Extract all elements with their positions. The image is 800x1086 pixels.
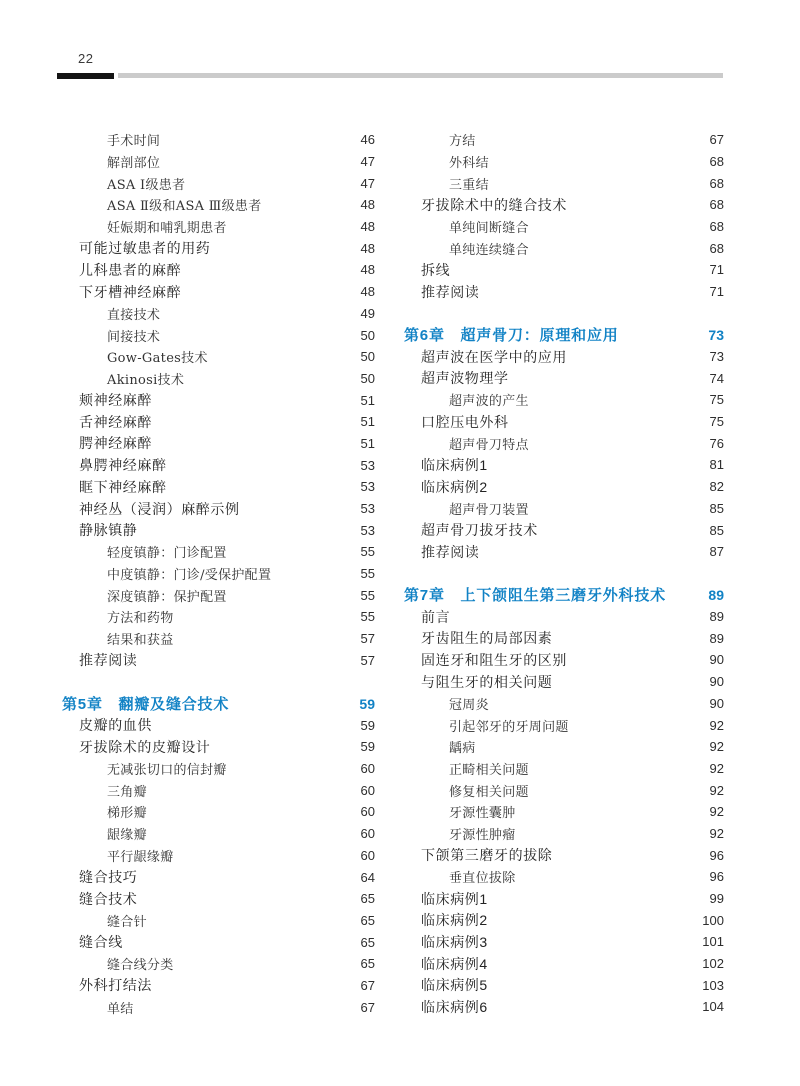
toc-entry-row bbox=[404, 996, 724, 1018]
toc-entry-label: 可能过敏患者的用药 bbox=[79, 240, 211, 257]
toc-entry-page: 92 bbox=[709, 782, 724, 798]
toc-entry-row bbox=[404, 866, 724, 888]
toc-entry-row bbox=[404, 844, 724, 866]
toc-entry-row bbox=[404, 649, 724, 671]
toc-entry-row bbox=[62, 237, 375, 259]
toc-entry-label: ASA Ⅱ级和ASA Ⅲ级患者 bbox=[107, 199, 262, 215]
toc-entry-page: 73 bbox=[709, 349, 724, 365]
toc-entry-row bbox=[404, 736, 724, 758]
toc-entry-label: 单纯间断缝合 bbox=[449, 221, 529, 237]
toc-entry-row bbox=[62, 714, 375, 736]
toc-entry-label: 颊神经麻醉 bbox=[79, 392, 152, 409]
toc-entry-label: 临床病例6 bbox=[421, 998, 488, 1015]
toc-entry-row bbox=[62, 888, 375, 910]
toc-entry-page: 90 bbox=[709, 652, 724, 668]
toc-entry-page: 50 bbox=[360, 370, 375, 386]
toc-entry-row bbox=[62, 519, 375, 541]
toc-entry-label: 牙齿阻生的局部因素 bbox=[421, 630, 553, 647]
toc-entry-row bbox=[404, 411, 724, 433]
toc-entry-row bbox=[404, 389, 724, 411]
toc-entry-label: 缝合针 bbox=[107, 914, 147, 930]
toc-entry-label: 正畸相关问题 bbox=[449, 762, 529, 778]
toc-entry-label: 儿科患者的麻醉 bbox=[79, 261, 182, 278]
chapter-heading-page: 89 bbox=[708, 586, 724, 603]
toc-entry-page: 55 bbox=[360, 587, 375, 603]
toc-entry-label: 临床病例3 bbox=[421, 933, 488, 950]
toc-entry-page: 50 bbox=[360, 349, 375, 365]
toc-entry-row bbox=[62, 996, 375, 1018]
toc-entry-row bbox=[62, 411, 375, 433]
toc-entry-row bbox=[62, 454, 375, 476]
toc-entry-label: 牙拔除术中的缝合技术 bbox=[421, 196, 567, 213]
toc-entry-page: 102 bbox=[702, 956, 724, 972]
toc-entry-page: 51 bbox=[360, 392, 375, 408]
toc-entry-label: 下牙槽神经麻醉 bbox=[79, 283, 182, 300]
toc-entry-label: 与阻生牙的相关问题 bbox=[421, 673, 553, 690]
toc-entry-page: 89 bbox=[709, 630, 724, 646]
toc-entry-label: 眶下神经麻醉 bbox=[79, 478, 167, 495]
toc-entry-page: 71 bbox=[709, 262, 724, 278]
toc-entry-label: 结果和获益 bbox=[107, 633, 174, 649]
toc-entry-page: 55 bbox=[360, 609, 375, 625]
toc-entry-label: 鼻腭神经麻醉 bbox=[79, 457, 167, 474]
chapter-heading-label: 第6章 超声骨刀：原理和应用 bbox=[404, 327, 619, 345]
page-number: 22 bbox=[78, 51, 94, 66]
toc-entry-page: 60 bbox=[360, 847, 375, 863]
toc-entry-page: 74 bbox=[709, 370, 724, 386]
toc-entry-page: 75 bbox=[709, 392, 724, 408]
toc-entry-label: 中度镇静：门诊/受保护配置 bbox=[107, 568, 272, 584]
toc-entry-page: 55 bbox=[360, 544, 375, 560]
toc-entry-row bbox=[62, 975, 375, 997]
toc-entry-page: 104 bbox=[702, 999, 724, 1015]
chapter-heading-row bbox=[62, 693, 375, 715]
toc-entry-row bbox=[62, 259, 375, 281]
toc-entry-label: 缝合技巧 bbox=[79, 869, 138, 886]
toc-entry-row bbox=[404, 909, 724, 931]
toc-entry-page: 89 bbox=[709, 609, 724, 625]
toc-entry-label: 牙源性囊肿 bbox=[449, 806, 516, 822]
toc-entry-label: 牙拔除术的皮瓣设计 bbox=[79, 738, 211, 755]
toc-entry-page: 76 bbox=[709, 435, 724, 451]
toc-entry-page: 67 bbox=[360, 999, 375, 1015]
toc-entry-label: 超声骨刀特点 bbox=[449, 437, 529, 453]
toc-entry-row bbox=[62, 498, 375, 520]
toc-entry-label: 超声骨刀拔牙技术 bbox=[421, 522, 538, 539]
toc-entry-page: 46 bbox=[360, 132, 375, 148]
toc-entry-row bbox=[404, 237, 724, 259]
toc-entry-row bbox=[62, 758, 375, 780]
toc-right-column bbox=[404, 129, 724, 1018]
toc-entry-label: 腭神经麻醉 bbox=[79, 435, 152, 452]
toc-entry-page: 68 bbox=[709, 154, 724, 170]
toc-entry-page: 71 bbox=[709, 284, 724, 300]
toc-entry-page: 48 bbox=[360, 240, 375, 256]
toc-entry-page: 53 bbox=[360, 479, 375, 495]
toc-entry-row bbox=[404, 801, 724, 823]
chapter-heading-label: 第7章 上下颌阻生第三磨牙外科技术 bbox=[404, 587, 666, 605]
toc-entry-page: 92 bbox=[709, 760, 724, 776]
toc-entry-label: 静脉镇静 bbox=[79, 522, 138, 539]
toc-entry-label: 临床病例2 bbox=[421, 478, 488, 495]
toc-entry-page: 60 bbox=[360, 804, 375, 820]
toc-entry-page: 59 bbox=[360, 717, 375, 733]
toc-entry-page: 67 bbox=[709, 132, 724, 148]
toc-entry-row bbox=[62, 931, 375, 953]
toc-entry-page: 65 bbox=[360, 956, 375, 972]
toc-entry-row bbox=[62, 845, 375, 867]
toc-entry-page: 103 bbox=[702, 977, 724, 993]
toc-entry-page: 82 bbox=[709, 479, 724, 495]
toc-entry-label: 临床病例1 bbox=[421, 890, 488, 907]
chapter-heading-label: 第5章 翻瓣及缝合技术 bbox=[62, 696, 230, 714]
toc-entry-row bbox=[62, 823, 375, 845]
toc-entry-label: 推荐阅读 bbox=[79, 652, 138, 669]
toc-entry-page: 57 bbox=[360, 652, 375, 668]
toc-entry-label: 推荐阅读 bbox=[421, 543, 480, 560]
toc-entry-label: 龋病 bbox=[449, 741, 476, 757]
toc-entry-page: 47 bbox=[360, 154, 375, 170]
toc-entry-row bbox=[62, 194, 375, 216]
toc-entry-page: 64 bbox=[360, 869, 375, 885]
toc-entry-row bbox=[62, 303, 375, 325]
toc-entry-row bbox=[62, 584, 375, 606]
toc-entry-page: 65 bbox=[360, 912, 375, 928]
toc-left-column bbox=[62, 129, 375, 1018]
toc-entry-label: 临床病例1 bbox=[421, 456, 488, 473]
toc-entry-page: 68 bbox=[709, 175, 724, 191]
toc-entry-label: 单纯连续缝合 bbox=[449, 242, 529, 258]
toc-entry-row bbox=[404, 541, 724, 563]
toc-entry-page: 48 bbox=[360, 262, 375, 278]
toc-entry-row bbox=[62, 628, 375, 650]
toc-entry-page: 60 bbox=[360, 782, 375, 798]
toc-entry-row bbox=[62, 281, 375, 303]
toc-entry-page: 53 bbox=[360, 457, 375, 473]
toc-entry-label: 前言 bbox=[421, 608, 451, 625]
toc-entry-row bbox=[404, 953, 724, 975]
toc-entry-page: 65 bbox=[360, 891, 375, 907]
toc-entry-label: 直接技术 bbox=[107, 307, 161, 323]
toc-entry-row bbox=[404, 346, 724, 368]
toc-entry-page: 100 bbox=[702, 912, 724, 928]
toc-entry-label: 妊娠期和哺乳期患者 bbox=[107, 221, 227, 237]
toc-entry-page: 96 bbox=[709, 869, 724, 885]
toc-entry-row bbox=[62, 650, 375, 672]
toc-entry-row bbox=[404, 888, 724, 910]
toc-entry-label: 缝合线分类 bbox=[107, 958, 174, 974]
toc-entry-label: 超声波的产生 bbox=[449, 394, 529, 410]
toc-entry-label: 神经丛（浸润）麻醉示例 bbox=[79, 500, 240, 517]
toc-entry-row bbox=[404, 606, 724, 628]
toc-entry-page: 55 bbox=[360, 566, 375, 582]
toc-entry-label: 方结 bbox=[449, 134, 476, 150]
toc-entry-page: 48 bbox=[360, 197, 375, 213]
toc-entry-label: 无减张切口的信封瓣 bbox=[107, 763, 227, 779]
toc-entry-label: 轻度镇静：门诊配置 bbox=[107, 546, 227, 562]
toc-entry-page: 87 bbox=[709, 544, 724, 560]
toc-entry-page: 47 bbox=[360, 175, 375, 191]
toc-entry-label: 修复相关问题 bbox=[449, 784, 529, 800]
toc-entry-page: 48 bbox=[360, 284, 375, 300]
toc-entry-label: 三角瓣 bbox=[107, 784, 147, 800]
toc-entry-row bbox=[62, 151, 375, 173]
toc-entry-row bbox=[404, 758, 724, 780]
toc-entry-label: 临床病例2 bbox=[421, 912, 488, 929]
toc-entry-row bbox=[404, 281, 724, 303]
toc-entry-row bbox=[62, 216, 375, 238]
toc-entry-label: 拆线 bbox=[421, 261, 451, 278]
toc-entry-row bbox=[62, 476, 375, 498]
toc-entry-label: 手术时间 bbox=[107, 134, 161, 150]
toc-entry-row bbox=[62, 910, 375, 932]
toc-entry-label: 超声波物理学 bbox=[421, 370, 509, 387]
toc-entry-row bbox=[404, 671, 724, 693]
toc-entry-row bbox=[404, 367, 724, 389]
toc-entry-label: 固连牙和阻生牙的区别 bbox=[421, 651, 567, 668]
toc-entry-page: 65 bbox=[360, 934, 375, 950]
toc-entry-row bbox=[62, 866, 375, 888]
toc-entry-label: 外科结 bbox=[449, 156, 489, 172]
toc-entry-label: 缝合线 bbox=[79, 934, 123, 951]
toc-entry-page: 68 bbox=[709, 240, 724, 256]
toc-entry-page: 59 bbox=[360, 739, 375, 755]
toc-entry-page: 60 bbox=[360, 761, 375, 777]
toc-entry-page: 51 bbox=[360, 414, 375, 430]
toc-entry-label: 解剖部位 bbox=[107, 156, 161, 172]
toc-entry-row bbox=[62, 953, 375, 975]
toc-entry-page: 101 bbox=[702, 934, 724, 950]
toc-entry-label: 舌神经麻醉 bbox=[79, 413, 152, 430]
toc-entry-row bbox=[404, 259, 724, 281]
toc-entry-row bbox=[404, 931, 724, 953]
toc-entry-label: 平行龈缘瓣 bbox=[107, 849, 174, 865]
toc-entry-label: Gow-Gates技术 bbox=[107, 351, 208, 367]
toc-entry-page: 85 bbox=[709, 500, 724, 516]
toc-entry-row bbox=[62, 129, 375, 151]
toc-entry-page: 92 bbox=[709, 825, 724, 841]
toc-entry-page: 60 bbox=[360, 826, 375, 842]
toc-entry-page: 96 bbox=[709, 847, 724, 863]
toc-entry-page: 53 bbox=[360, 501, 375, 517]
toc-entry-page: 48 bbox=[360, 219, 375, 235]
toc-entry-row bbox=[404, 714, 724, 736]
toc-entry-page: 85 bbox=[709, 522, 724, 538]
toc-entry-row bbox=[404, 432, 724, 454]
toc-entry-row bbox=[404, 519, 724, 541]
toc-entry-row bbox=[404, 172, 724, 194]
toc-entry-row bbox=[62, 368, 375, 390]
toc-entry-row bbox=[62, 541, 375, 563]
toc-entry-page: 90 bbox=[709, 674, 724, 690]
toc-entry-label: 引起邻牙的牙周问题 bbox=[449, 719, 569, 735]
toc-entry-label: 超声波在医学中的应用 bbox=[421, 348, 567, 365]
toc-entry-label: 垂直位拔除 bbox=[449, 871, 516, 887]
toc-entry-row bbox=[404, 216, 724, 238]
toc-entry-label: 推荐阅读 bbox=[421, 283, 480, 300]
toc-entry-label: 缝合技术 bbox=[79, 890, 138, 907]
toc-entry-row bbox=[404, 454, 724, 476]
toc-entry-label: 方法和药物 bbox=[107, 611, 174, 627]
toc-entry-row bbox=[404, 476, 724, 498]
toc-entry-label: 单结 bbox=[107, 1001, 134, 1017]
header-black-bar bbox=[57, 73, 114, 79]
toc-entry-page: 99 bbox=[709, 891, 724, 907]
toc-entry-label: 梯形瓣 bbox=[107, 806, 147, 822]
toc-entry-label: 深度镇静：保护配置 bbox=[107, 589, 227, 605]
toc-entry-row bbox=[62, 324, 375, 346]
chapter-heading-page: 73 bbox=[708, 326, 724, 343]
toc-entry-row bbox=[404, 129, 724, 151]
toc-entry-label: 冠周炎 bbox=[449, 697, 489, 713]
header-gray-rule bbox=[118, 73, 723, 78]
toc-entry-row bbox=[62, 563, 375, 585]
toc-entry-page: 68 bbox=[709, 219, 724, 235]
toc-entry-row bbox=[62, 346, 375, 368]
toc-entry-row bbox=[404, 194, 724, 216]
toc-entry-page: 50 bbox=[360, 327, 375, 343]
toc-entry-page: 92 bbox=[709, 739, 724, 755]
toc-entry-page: 51 bbox=[360, 435, 375, 451]
toc-entry-page: 67 bbox=[360, 977, 375, 993]
toc-entry-page: 90 bbox=[709, 695, 724, 711]
toc-entry-page: 57 bbox=[360, 631, 375, 647]
toc-entry-row bbox=[404, 779, 724, 801]
toc-entry-label: 牙源性肿瘤 bbox=[449, 827, 516, 843]
chapter-heading-row bbox=[404, 324, 724, 346]
toc-entry-row bbox=[404, 151, 724, 173]
toc-entry-row bbox=[62, 801, 375, 823]
toc-entry-label: ASA Ⅰ级患者 bbox=[107, 177, 186, 193]
toc-entry-row bbox=[62, 433, 375, 455]
toc-entry-row bbox=[404, 823, 724, 845]
toc-entry-row bbox=[62, 736, 375, 758]
toc-entry-page: 92 bbox=[709, 717, 724, 733]
toc-entry-label: 龈缘瓣 bbox=[107, 828, 147, 844]
toc-entry-row bbox=[404, 498, 724, 520]
toc-entry-label: 超声骨刀装置 bbox=[449, 502, 529, 518]
toc-entry-row bbox=[404, 974, 724, 996]
toc-entry-label: 三重结 bbox=[449, 177, 489, 193]
toc-entry-row bbox=[62, 779, 375, 801]
toc-entry-label: 外科打结法 bbox=[79, 977, 152, 994]
toc-entry-label: 皮瓣的血供 bbox=[79, 717, 152, 734]
toc-entry-label: 临床病例5 bbox=[421, 977, 488, 994]
toc-entry-page: 75 bbox=[709, 414, 724, 430]
chapter-heading-row bbox=[404, 584, 724, 606]
toc-entry-label: 下颌第三磨牙的拔除 bbox=[421, 847, 553, 864]
chapter-heading-page: 59 bbox=[359, 695, 375, 712]
toc-entry-label: Akinosi技术 bbox=[107, 372, 185, 388]
toc-entry-page: 53 bbox=[360, 522, 375, 538]
toc-entry-row bbox=[404, 693, 724, 715]
toc-entry-page: 81 bbox=[709, 457, 724, 473]
toc-entry-page: 92 bbox=[709, 804, 724, 820]
toc-entry-label: 间接技术 bbox=[107, 329, 161, 345]
toc-entry-row bbox=[62, 606, 375, 628]
toc-entry-row bbox=[62, 389, 375, 411]
toc-entry-page: 68 bbox=[709, 197, 724, 213]
toc-entry-label: 临床病例4 bbox=[421, 955, 488, 972]
toc-entry-row bbox=[62, 172, 375, 194]
toc-entry-label: 口腔压电外科 bbox=[421, 413, 509, 430]
toc-entry-row bbox=[404, 627, 724, 649]
toc-entry-page: 49 bbox=[360, 305, 375, 321]
